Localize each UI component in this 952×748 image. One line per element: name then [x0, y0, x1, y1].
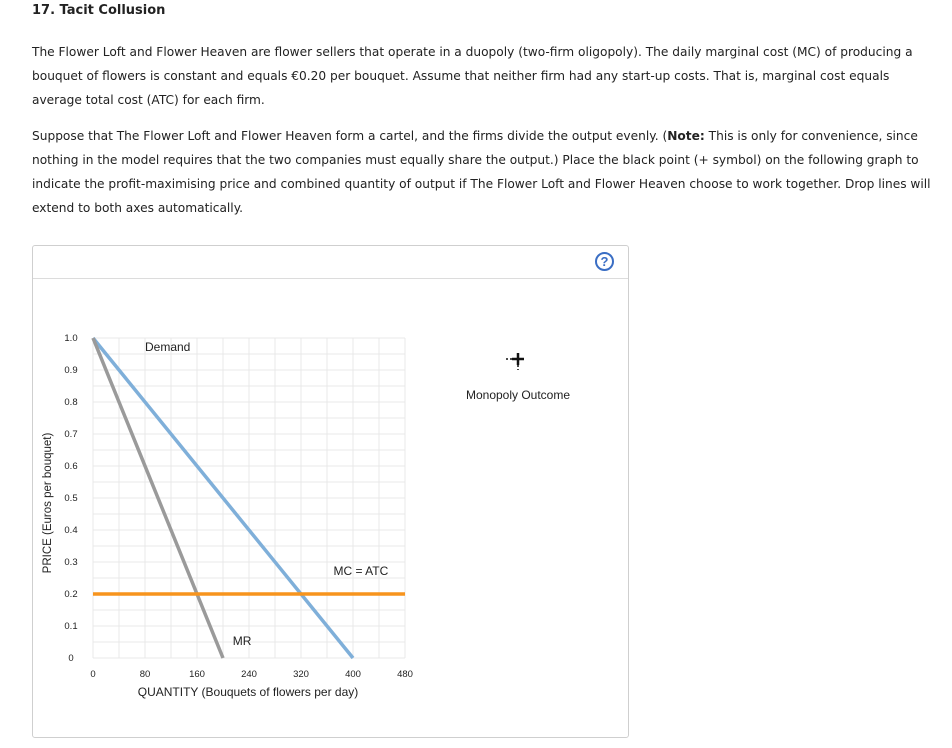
y-tick-label: 0.7 — [64, 429, 78, 440]
demand-label: Demand — [145, 339, 191, 354]
y-tick-label: 0 — [68, 653, 74, 664]
para2-text-after: This is only for convenience, since nothing in the model requires that the two companies must equally share the output.) Place the black point (+ symbol) on the following graph to indicate the profit-maximising price and combined quantity of output if The Flower Loft and Flower Heaven choose to work together. Drop lines will extend to both axes automatically. — [32, 129, 931, 215]
note-label: Note: — [667, 129, 705, 143]
y-tick-label: 0.4 — [64, 525, 78, 536]
y-tick-label: 0.6 — [64, 461, 78, 472]
y-tick-label: 0.2 — [64, 589, 78, 600]
y-tick-label: 0.3 — [64, 557, 78, 568]
x-tick-label: 0 — [90, 669, 96, 680]
y-axis-label: PRICE (Euros per bouquet) — [42, 432, 54, 574]
palette-label: Monopoly Outcome — [465, 388, 571, 402]
point-palette — [466, 353, 570, 402]
x-tick-labels — [90, 669, 413, 680]
grid — [93, 338, 405, 658]
x-tick-label: 160 — [189, 669, 205, 680]
question-paragraph-1: The Flower Loft and Flower Heaven are flower sellers that operate in a duopoly (two-firm oligopoly). The daily marginal cost (MC) of producing a bouquet of flowers is constant and equals €0.20 per bouquet. Assume that neither firm had any start-up costs. That is, marginal cost equals average total cost (ATC) for each firm. — [32, 45, 913, 107]
x-tick-label: 240 — [241, 669, 257, 680]
x-tick-label: 80 — [139, 669, 151, 680]
para2-text-before: Suppose that The Flower Loft and Flower Heaven form a cartel, and the firms divide the output evenly. ( — [32, 129, 668, 143]
monopoly-point-tool[interactable] — [506, 353, 524, 370]
x-axis-label: QUANTITY (Bouquets of flowers per day) — [137, 685, 359, 699]
question-title: 17. Tacit Collusion — [32, 3, 166, 18]
x-tick-label: 480 — [397, 669, 413, 680]
y-tick-labels — [64, 333, 77, 664]
y-tick-label: 0.5 — [64, 493, 78, 504]
y-tick-label: 0.1 — [64, 621, 78, 632]
mr-label: MR — [232, 634, 252, 649]
help-icon[interactable]: ? — [595, 252, 614, 271]
y-tick-label: 0.9 — [64, 365, 78, 376]
x-tick-label: 400 — [345, 669, 361, 680]
y-tick-label: 1.0 — [64, 333, 78, 344]
y-tick-label: 0.8 — [64, 397, 78, 408]
x-tick-label: 320 — [293, 669, 309, 680]
mc-atc-label: MC = ATC — [333, 563, 389, 578]
